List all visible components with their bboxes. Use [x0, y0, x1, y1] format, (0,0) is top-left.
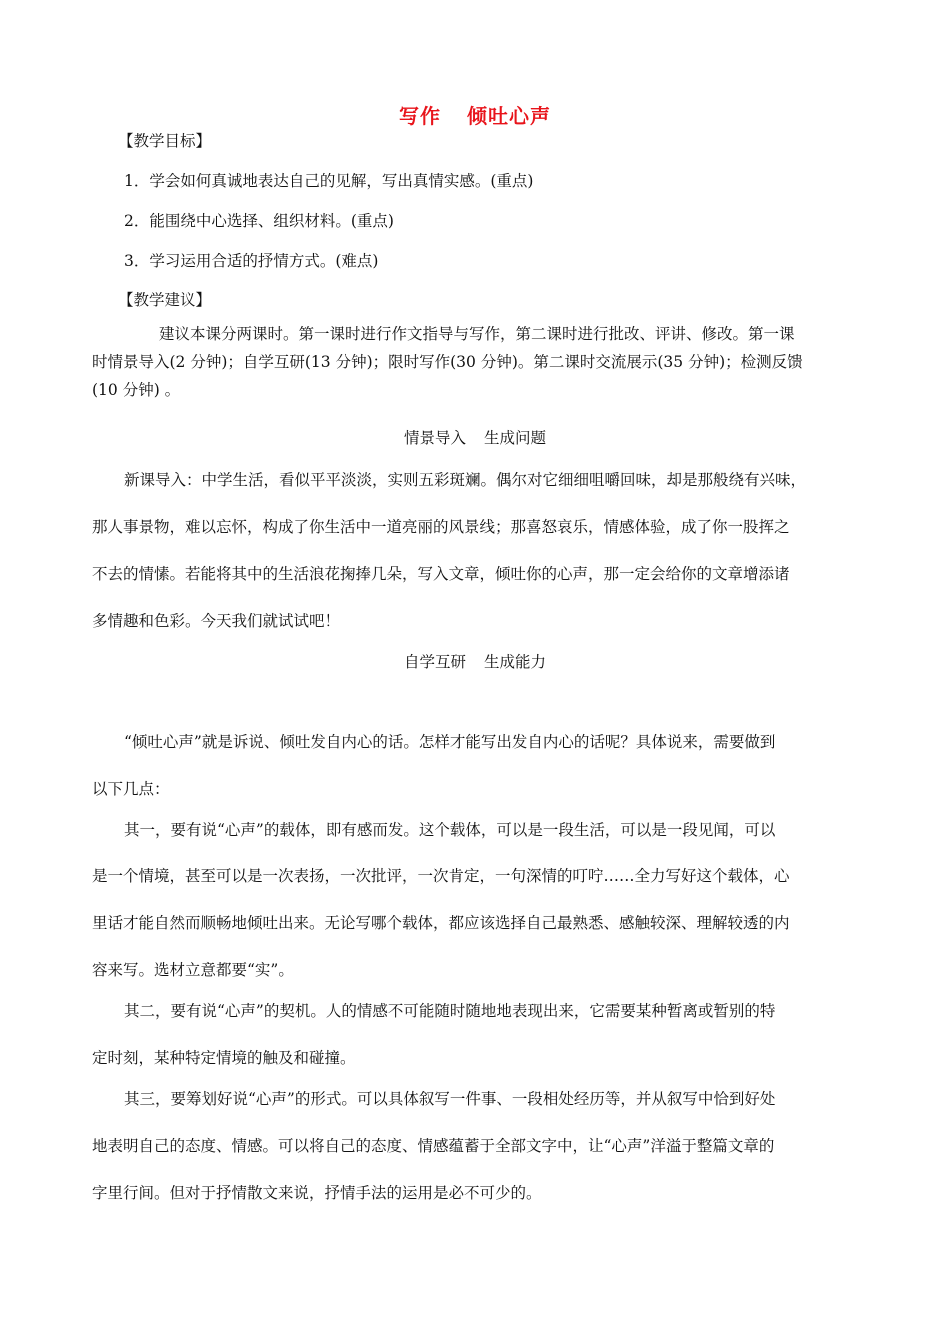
goal-item: 1．学会如何真诚地表达自己的见解，写出真情实感。(重点)	[124, 172, 534, 190]
advice-heading: 【教学建议】	[118, 291, 212, 309]
paragraph-line: 定时刻，某种特定情境的触及和碰撞。	[92, 1049, 356, 1067]
goal-item: 3．学习运用合适的抒情方式。(难点)	[124, 252, 379, 270]
section-heading-intro: 情景导入 生成问题	[403, 429, 547, 447]
title-part2: 倾吐心声	[467, 104, 551, 128]
goal-item: 2．能围绕中心选择、组织材料。(重点)	[124, 212, 394, 230]
section-heading-study: 自学互研 生成能力	[403, 653, 547, 671]
paragraph-line: 以下几点：	[92, 780, 170, 798]
goals-heading: 【教学目标】	[118, 132, 212, 150]
advice-line: (10 分钟) 。	[92, 381, 181, 399]
paragraph-line: 容来写。选材立意都要“实”。	[92, 961, 294, 979]
paragraph-line: 其三，要筹划好说“心声”的形式。可以具体叙写一件事、一段相处经历等，并从叙写中恰到好处	[124, 1090, 776, 1108]
title-part1: 写作	[399, 104, 441, 128]
paragraph-line: “倾吐心声”就是诉说、倾吐发自内心的话。怎样才能写出发自内心的话呢？具体说来，需要做到	[124, 733, 776, 751]
paragraph-line: 地表明自己的态度、情感。可以将自己的态度、情感蕴蓄于全部文字中，让“心声”洋溢于整篇文章的	[92, 1137, 775, 1155]
paragraph-line: 字里行间。但对于抒情散文来说，抒情手法的运用是必不可少的。	[92, 1184, 542, 1202]
paragraph-line: 新课导入：中学生活，看似平平淡淡，实则五彩斑斓。偶尔对它细细咀嚼回味，却是那般绕有兴味，	[124, 471, 807, 489]
paragraph-line: 其二，要有说“心声”的契机。人的情感不可能随时随地地表现出来，它需要某种暂离或暂别的特	[124, 1002, 776, 1020]
paragraph-line: 不去的情愫。若能将其中的生活浪花掬捧几朵，写入文章，倾吐你的心声，那一定会给你的文章增添诸	[92, 565, 790, 583]
advice-line: 时情景导入(2 分钟)；自学互研(13 分钟)；限时写作(30 分钟)。第二课时交流展示(35 分钟)；检测反馈	[92, 353, 803, 371]
paragraph-line: 是一个情境，甚至可以是一次表扬，一次批评，一次肯定，一句深情的叮咛……全力写好这个载体，心	[92, 867, 790, 885]
paragraph-line: 里话才能自然而顺畅地倾吐出来。无论写哪个载体，都应该选择自己最熟悉、感触较深、理解较透的内	[92, 914, 790, 932]
page-title	[0, 100, 950, 129]
paragraph-line: 那人事景物，难以忘怀，构成了你生活中一道亮丽的风景线；那喜怒哀乐，情感体验，成了你一股挥之	[92, 518, 790, 536]
paragraph-line: 多情趣和色彩。今天我们就试试吧！	[92, 612, 341, 630]
paragraph-line: 其一，要有说“心声”的载体，即有感而发。这个载体，可以是一段生活，可以是一段见闻，可以	[124, 821, 776, 839]
advice-line: 建议本课分两课时。第一课时进行作文指导与写作，第二课时进行批改、评讲、修改。第一课	[159, 325, 795, 343]
